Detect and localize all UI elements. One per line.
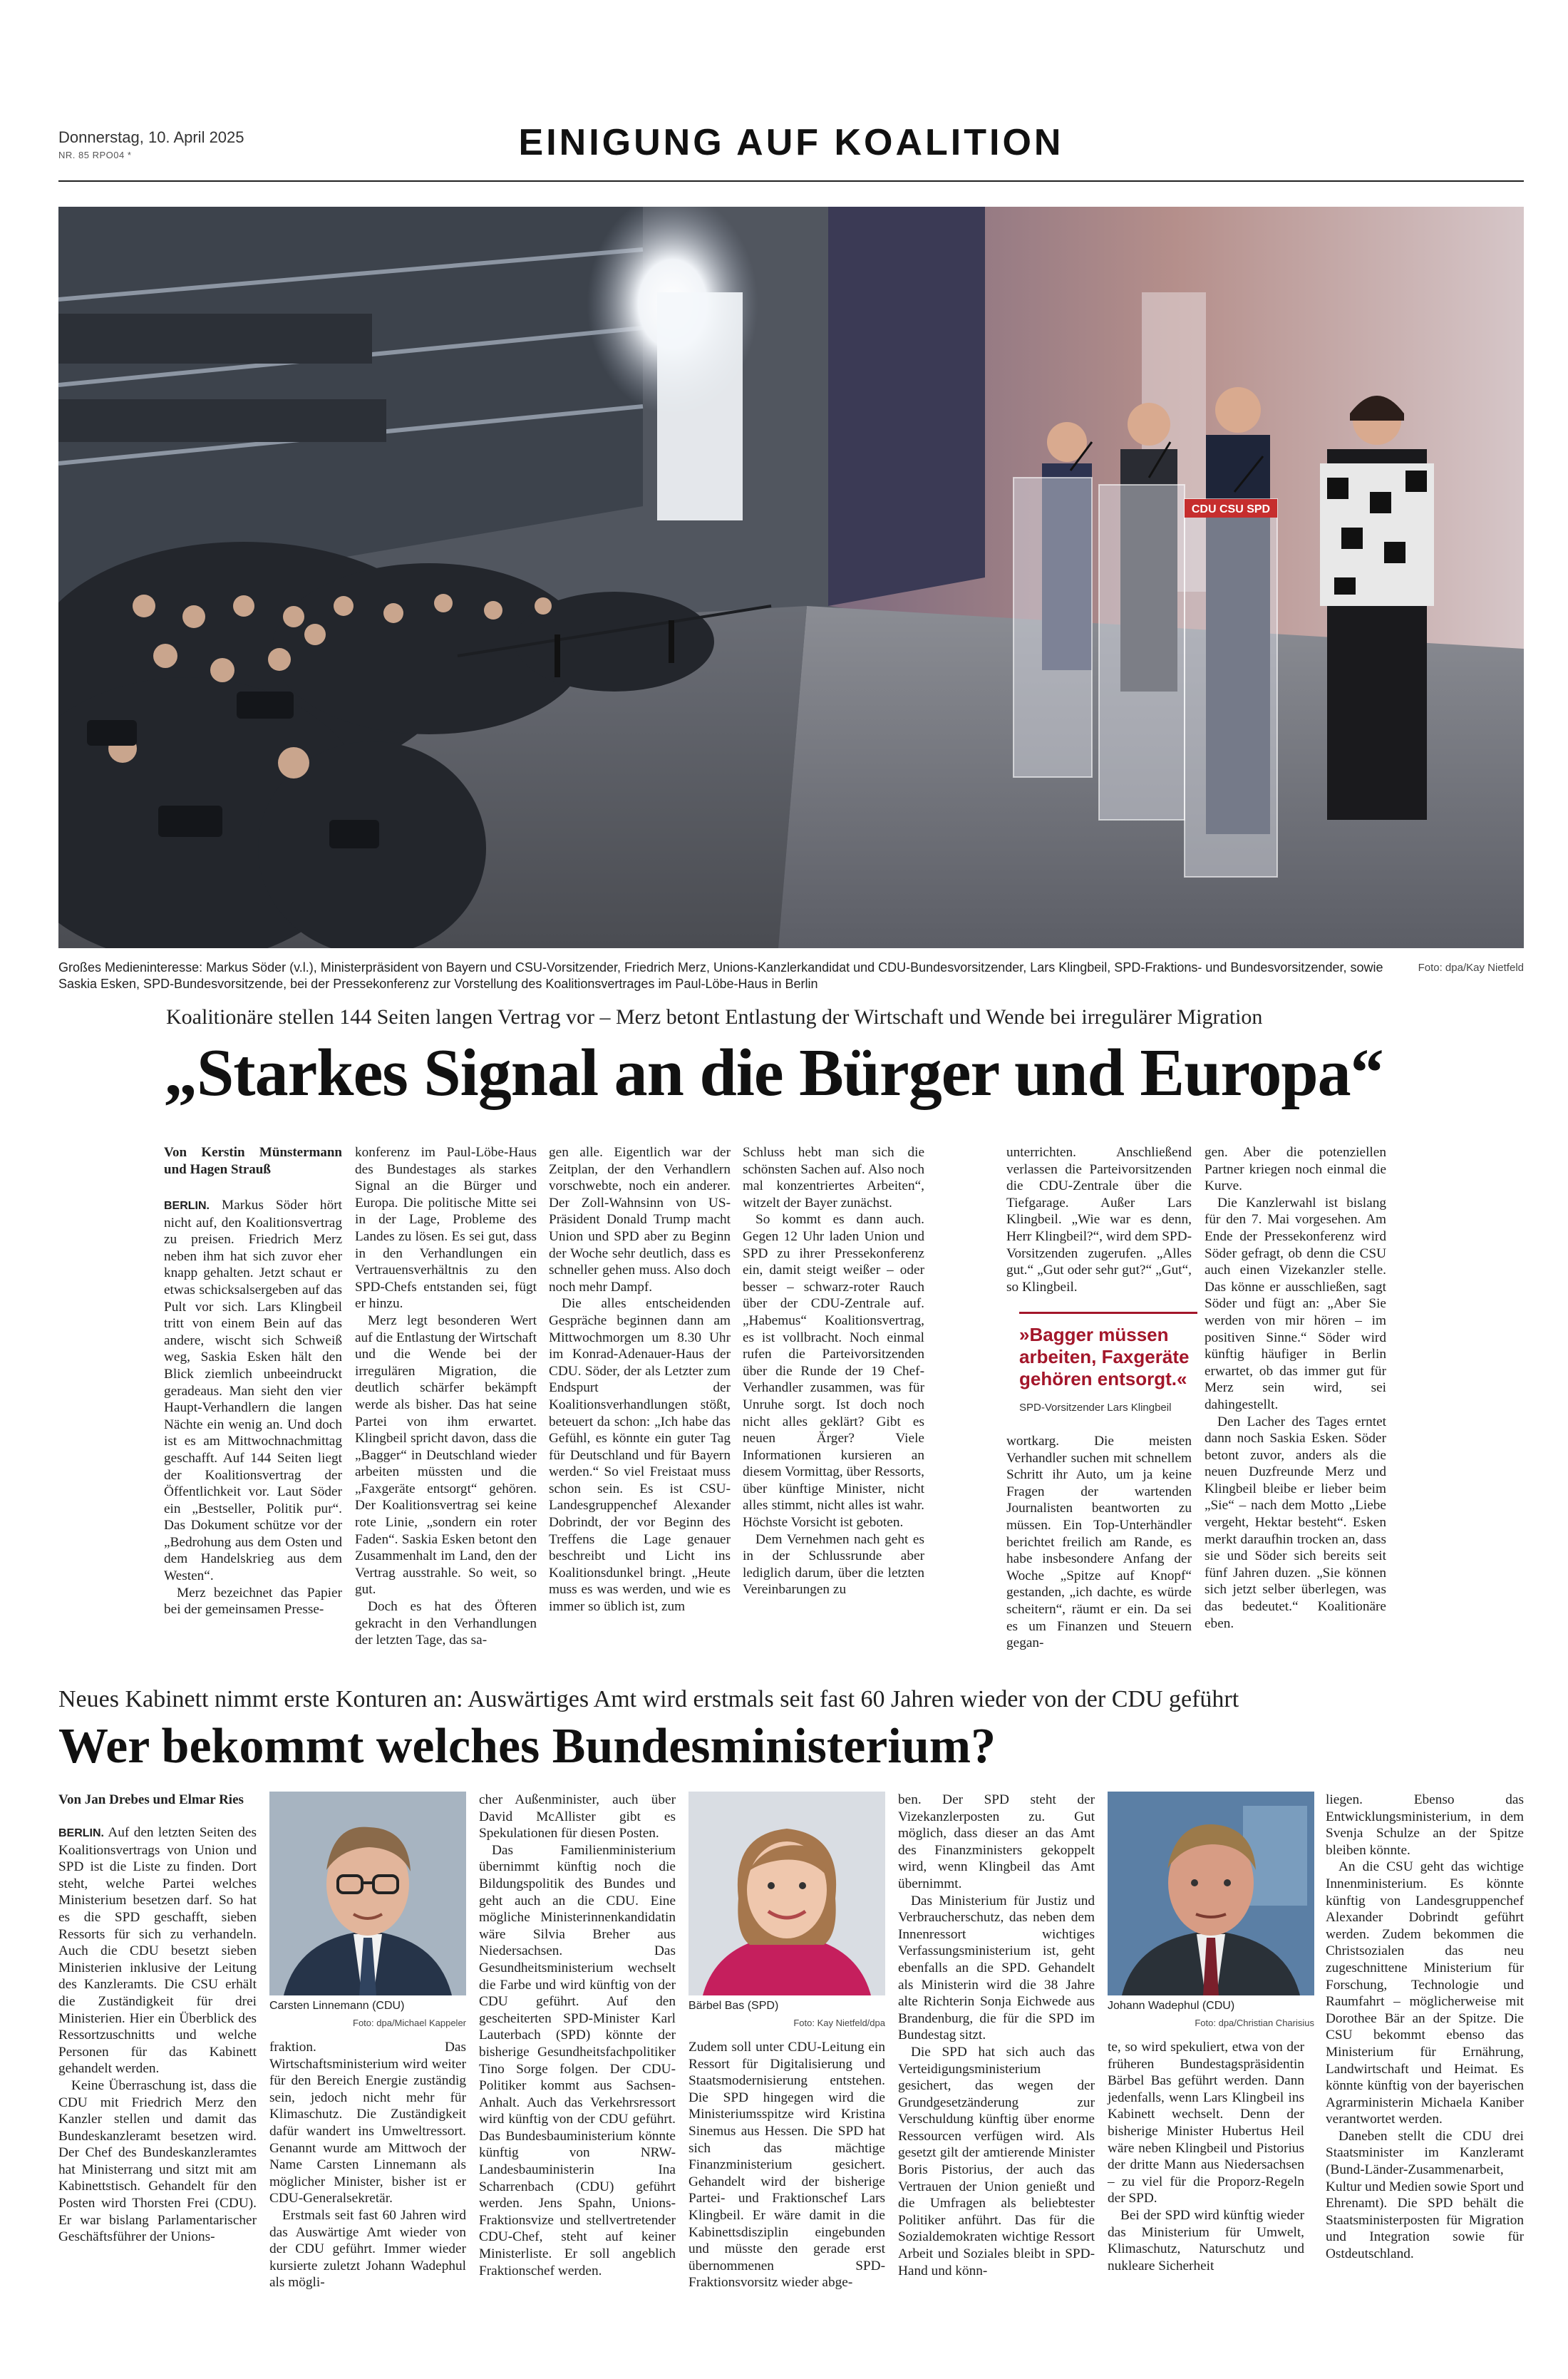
article2-column-3 bbox=[479, 1792, 676, 2279]
podium-label: CDU CSU SPD bbox=[1191, 503, 1271, 515]
article2-text: Zudem soll unter CDU-Leitung ein Ressort für Digitalisierung und Staatsmodernisierung entstehen. Die SPD hingegen wird die Ministeriumsspitze wird Kristina Sinemus aus Hessen. Die SPD hat sich das mächtige Finanzministerium gesichert. Gehandelt wird der bisherige Partei- und Fraktionschef Lars Klingbeil. Er wäre damit in die Kabinettsdisziplin eingebunden und müsste den gerade erst übernommenen SPD-Fraktionsvorsitz wieder abge- bbox=[688, 2040, 885, 2291]
article2-column-4 bbox=[688, 2039, 885, 2291]
article2-text: Bei der SPD wird künftig wieder das Ministerium für Umwelt, Klimaschutz, Naturschutz und nukleare Sicherheit bbox=[1108, 2207, 1304, 2273]
pull-quote bbox=[1019, 1312, 1197, 1414]
article2-headline: Wer bekommt welches Bundesministerium? bbox=[58, 1719, 996, 1774]
article2-dateline: BERLIN. bbox=[58, 1827, 104, 1839]
article1-text: Die Kanzlerwahl ist bislang für den 7. Mai vorgesehen. Am Ende der Pressekonferenz wird Söder gefragt, ob denn die CSU auch einen Vizekanzler stelle. Das könne er ausschließen, sagt Söder und fügt an: „Aber Sie werden von mir hören – im positiven Sinne.“ Söder wird künftig häufiger in Berlin erwartet, ob das immer gut für Merz sein wird, sei dahingestellt. bbox=[1205, 1195, 1386, 1412]
article2-kicker: Neues Kabinett nimmt erste Konturen an: Auswärtiges Amt wird erstmals seit fast 60 Jahren wieder von der CDU geführt bbox=[58, 1686, 1239, 1712]
portrait-credit-wadephul: Foto: dpa/Christian Charisius bbox=[1195, 2018, 1314, 2028]
article1-column-2 bbox=[355, 1144, 537, 1649]
article1-text: konferenz im Paul-Löbe-Haus des Bundestages als starkes Signal an die Bürger und Europa. Die politische Mitte sei in der Lage, Probleme des Landes zu lösen. Es sei gut, dass in den Verhandlungen ein Vertrauensverhältnis zu den SPD-Chefs entstanden sei, fügt er hinzu. bbox=[355, 1145, 537, 1312]
article2-text: ben. Der SPD steht der Vizekanzlerposten zu. Gut möglich, dass dieser an das Amt des Finanzministers gekoppelt wird, wenn Klingbeil das Amt übernimmt. bbox=[898, 1792, 1095, 1891]
article2-text: Daneben stellt die CDU drei Staatsminister im Kanzleramt (Bund-Länder-Zusammenarbeit, Kultur und Medien sowie Sport und Ehrenamt). Die SPD behält die Staatsministerposten für Migration und Integration sowie für Ostdeutschland. bbox=[1326, 2128, 1524, 2262]
portrait-credit-bas: Foto: Kay Nietfeld/dpa bbox=[793, 2018, 885, 2028]
photo-credit: Foto: dpa/Kay Nietfeld bbox=[1418, 962, 1524, 974]
portrait-caption-linnemann: Carsten Linnemann (CDU) bbox=[269, 2000, 405, 2012]
portrait-credit-linnemann: Foto: dpa/Michael Kappeler bbox=[353, 2018, 466, 2028]
article2-text: Erstmals seit fast 60 Jahren wird das Auswärtige Amt wieder von der CDU geführt. Immer wieder kursierte zuletzt Johann Wadephul als mögli- bbox=[269, 2207, 466, 2291]
article1-byline: Von Kerstin Münstermann und Hagen Strauß bbox=[164, 1145, 342, 1177]
article2-text: Keine Überraschung ist, dass die CDU mit Friedrich Merz den Kanzler stellen und damit das Bundeskanzleramt besetzen wird. Der Chef des Bundeskanzleramtes hat Ministerrang und sitzt mit am Kabinettstisch. Gehandelt für den Posten wird Thorsten Frei (CDU). Er war bislang Parlamentarischer Geschäftsführer der Unions- bbox=[58, 2077, 257, 2245]
portrait-wadephul bbox=[1108, 1792, 1314, 1995]
article2-column-5 bbox=[898, 1792, 1095, 2279]
article1-headline: „Starkes Signal an die Bürger und Europa“ bbox=[164, 1036, 1383, 1110]
article2-text: fraktion. Das Wirtschaftsministerium wird weiter für den Bereich Energie zuständig sein, jedoch nicht mehr für Klimaschutz. Die Zuständigkeit dafür wandert ins Umweltressort. Genannt wurde am Mittwoch der Name Carsten Linnemann als möglicher Minister, bisher ist er CDU-Generalsekretär. bbox=[269, 2040, 466, 2206]
article2-column-7 bbox=[1326, 1792, 1524, 2263]
article1-text: gen. Aber die potenziellen Partner kriegen noch einmal die Kurve. bbox=[1205, 1145, 1386, 1194]
section-title: EINIGUNG AUF KOALITION bbox=[518, 122, 1064, 163]
article1-text: wortkarg. Die meisten Verhandler suchen mit schnellem Schritt ihr Auto, um ja keine Fragen der wartenden Journalisten beantworten zu müssen. Ein Top-Unterhändler berichtet freilich am Rande, es habe insbesondere Anfang der Woche „Spitze auf Knopf“ gestanden, „ich dachte, es würde scheitern“, räumt er ein. Da sei es um Finanzen und Steuern gegan- bbox=[1006, 1434, 1192, 1651]
article1-column-4 bbox=[743, 1144, 924, 1598]
pull-quote-source: SPD-Vorsitzender Lars Klingbeil bbox=[1019, 1402, 1172, 1414]
article1-column-6 bbox=[1205, 1144, 1386, 1632]
article1-text: Markus Söder hört nicht auf, den Koalitionsvertrag zu preisen. Friedrich Merz neben ihm hat sich zuvor eher knapp gehalten. Jetzt schaut er etwas schicksalsergeben auf das Pult vor sich. Lars Klingbeil tritt von einem Bein auf das andere, wischt sich Schweiß weg, Saskia Esken hält den Blick ziemlich unbeeindruckt geradeaus. Man sieht den vier Haupt-Verhandlern die langen Nächte ein wenig an. Und doch ist es am Mittwochnachmittag geschafft. Auf 144 Seiten liegt der Koalitionsvertrag der Öffentlichkeit vor. Laut Söder ein „Bestseller, Politik pur“. Das Dokument schütze vor der „Bedrohung aus dem Osten und dem Handelskrieg aus dem Westen“. bbox=[164, 1198, 342, 1584]
article1-text: Doch es hat des Öfteren gekracht in den Verhandlungen der letzten Tage, das sa- bbox=[355, 1599, 537, 1648]
pull-quote-text: »Bagger müssen arbeiten, Faxgeräte gehören entsorgt.« bbox=[1019, 1324, 1190, 1389]
article2-text: An die CSU geht das wichtige Innenministerium. Es könnte künftig von Landesgruppenchef Alexander Dobrindt geführt werden. Zudem bekommen die Christsozialen das neu zugeschnittene Ministerium für Forschung, Technologie und Raumfahrt – möglicherweise mit Dorothee Bär an der Spitze. Die CSU bekommt ebenso das Ministerium für Ernährung, Landwirtschaft und Heimat. Es könnte künftig von der bayerischen Agrarministerin Michaela Kaniber verantwortet werden. bbox=[1326, 1859, 1524, 2127]
photo-caption-text: Großes Medieninteresse: Markus Söder (v.l.), Ministerpräsident von Bayern und CSU-Vorsitzender, Friedrich Merz, Unions-Kanzlerkandidat und CDU-Bundesvorsitzender, Lars Klingbeil, SPD-Fraktions- und Bundesvorsitzender, sowie Saskia Esken, SPD-Bundesvorsitzende, bei der Pressekonferenz zur Vorstellung des Koalitionsvertrages im Paul-Löbe-Haus in Berlin bbox=[58, 960, 1383, 991]
article2-column-1 bbox=[58, 1792, 257, 2246]
article1-text: Merz bezeichnet das Papier bei der gemeinsamen Presse- bbox=[164, 1585, 342, 1618]
article2-text: liegen. Ebenso das Entwicklungsministerium, in dem Svenja Schulze an der Spitze bleiben könnte. bbox=[1326, 1792, 1524, 1858]
article2-text: Auf den letzten Seiten des Koalitionsvertrags von Union und SPD ist die Liste zu finden. Dort steht, welche Partei welches Ministerium besetzen darf. So hat es die SPD geschafft, sieben Ressorts für sich zu verhandeln. Auch die CDU besetzt sieben Ministerien inklusive der Leitung des Kanzleramts. Die CSU erhält die Zuständigkeit für drei Ministerien. Hier ein Überblick des Ressortzuschnitts und welche Personen für das Kabinett gehandelt werden. bbox=[58, 1825, 257, 2077]
article2-byline: Von Jan Drebes und Elmar Ries bbox=[58, 1792, 244, 1807]
header-rule bbox=[58, 180, 1524, 182]
issue-date: Donnerstag, 10. April 2025 bbox=[58, 128, 244, 146]
portrait-caption-bas: Bärbel Bas (SPD) bbox=[688, 2000, 779, 2012]
article2-column-6 bbox=[1108, 2039, 1304, 2274]
article1-column-3 bbox=[549, 1144, 731, 1615]
article1-text: gen alle. Eigentlich war der Zeitplan, der den Verhandlern vorschwebte, noch ein anderer. Der Zoll-Wahnsinn von US-Präsident Donald Trump macht Union und SPD aber zu Beginn der Woche sehr deutlich, dass es schneller gehen muss. Also doch noch mehr Dampf. bbox=[549, 1145, 731, 1295]
article1-column-5b bbox=[1006, 1433, 1192, 1652]
portrait-bas bbox=[688, 1792, 885, 1995]
pull-quote-rule bbox=[1019, 1312, 1197, 1314]
article1-text: So kommt es dann auch. Gegen 12 Uhr laden Union und SPD zu ihrer Pressekonferenz ein, damit steigt weißer – oder besser – schwarz-roter Rauch über der CDU-Zentrale auf. „Habemus“ Koalitionsvertrag, es ist vollbracht. Noch einmal rufen die Parteivorsitzenden über die Runde der 19 Chef-Verhandler zusammen, was für Unruhe sorgt. Ist doch noch nicht alles geklärt? Gibt es neuen Ärger? Viele Informationen kursieren an diesem Vormittag, über Ressorts, über künftige Minister, nicht alles stimmt, nicht alles ist wahr. Höchste Vorsicht ist geboten. bbox=[743, 1212, 924, 1531]
article1-column-5 bbox=[1006, 1144, 1192, 1295]
article1-text: Dem Vernehmen nach geht es in der Schlussrunde aber lediglich darum, über die letzten Vereinbarungen zu bbox=[743, 1531, 924, 1598]
press-conference-photo bbox=[58, 207, 1524, 948]
article2-text: Das Familienministerium übernimmt künftig noch die Bildungspolitik des Bundes und geht auch an die CDU. Eine mögliche Ministerinnenkandidatin wäre Silvia Breher aus Niedersachsen. Das Gesundheitsministerium wechselt die Farbe und wird künftig von der CDU geführt. Auf den gescheiterten SPD-Minister Karl Lauterbach (SPD) könnte der bisherige Gesundheitsfachpolitiker Tino Sorge folgen. Der CDU-Politiker kommt aus Sachsen-Anhalt. Auch das Verkehrsressort wird künftig von der CDU geführt. Das Bundesbauministerium könnte künftig von NRW-Landesbauministerin Ina Scharrenbach (CDU) geführt werden. Jens Spahn, Unions-Fraktionsvize und stellvertretender CDU-Chef, steht auf keiner Ministerliste. Er soll angeblich Fraktionschef werden. bbox=[479, 1842, 676, 2278]
article1-text: Die alles entscheidenden Gespräche beginnen dann am Mittwochmorgen um 8.30 Uhr im Konrad-Adenauer-Haus der CDU. Söder, der als Letzter zum Endspurt der Koalitionsverhandlungen stößt, beteuert da schon: „Ich habe das Gefühl, es könnte ein guter Tag für Deutschland und für Bayern werden.“ So viel Freistaat muss schon sein. Es ist CSU-Landesgruppenchef Alexander Dobrindt, der vor Beginn des Treffens die Lage genauer beschreibt und Licht ins Koalitionsdunkel bringt. „Heute muss es was werden, und wie es immer so üblich ist, zum bbox=[549, 1296, 731, 1615]
article2-column-2 bbox=[269, 2039, 466, 2291]
article2-text: te, so wird spekuliert, etwa von der früheren Bundestagspräsidentin Bärbel Bas geführt werden. Dann jedenfalls, wenn Lars Klingbeil ins Kabinett wechselt. Denn der bisherige Minister Hubertus Heil wäre neben Klingbeil und Pistorius der dritte Mann aus Niedersachsen – zu viel für die Proporz-Regeln der SPD. bbox=[1108, 2040, 1304, 2206]
photo-caption bbox=[58, 960, 1524, 992]
article2-text: Das Ministerium für Justiz und Verbraucherschutz, das neben dem Innenressort wichtiges Verfassungsministerium ist, geht ebenfalls an die SPD. Gehandelt als Ministerin wird die 38 Jahre alte Richterin Sonja Eichwede aus Brandenburg, die für die SPD im Bundestag sitzt. bbox=[898, 1893, 1095, 2043]
article1-text: Schluss hebt man sich die schönsten Sachen auf. Also noch mal konzentriertes Arbeiten“, witzelt der Bayer zunächst. bbox=[743, 1145, 924, 1211]
portrait-linnemann bbox=[269, 1792, 466, 1995]
article2-text: Die SPD hat sich auch das Verteidigungsministerium gesichert, das wegen der Grundgesetzänderung zur Verschuldung künftig über enorme Ressourcen verfügen wird. Als gesetzt gilt der amtierende Minister Boris Pistorius, der auch das Vertrauen der Union genießt und die Umfragen als beliebtester Politiker anführt. Das für die Sozialdemokraten wichtige Ressort Arbeit und Soziales bleibt in SPD-Hand und könn- bbox=[898, 2044, 1095, 2278]
article1-column-1 bbox=[164, 1144, 342, 1618]
article1-text: Merz legt besonderen Wert auf die Entlastung der Wirtschaft und die Wende bei der irregulären Migration, die deutlich schärfer bekämpft werde als bisher. Das hat seine Partei von ihm erwartet. Klingbeil spricht davon, dass die „Bagger“ in Deutschland wieder arbeiten müssten und die „Faxgeräte entsorgt“ gehören. Der Koalitionsvertrag sei keine rote Linie, „sondern ein roter Faden“. Saskia Esken betont den Zusammenhalt im Land, den der Vertrag ausstrahle. So weit, so gut. bbox=[355, 1312, 537, 1598]
article1-text: Den Lacher des Tages erntet dann noch Saskia Esken. Söder betont zuvor, anders als die neuen Duzfreunde Merz und Klingbeil bleibe er lieber beim „Sie“ – nach dem Motto „Liebe vergeht, Hektar besteht“. Esken merkt daraufhin trocken an, dass sie und Söder sich bereits seit fünf Jahren duzen. „Sie können sich jetzt selber überlegen, was das bedeutet.“ Koalitionäre eben. bbox=[1205, 1414, 1386, 1631]
article1-kicker: Koalitionäre stellen 144 Seiten langen Vertrag vor – Merz betont Entlastung der Wirtschaft und Wende bei irregulärer Migration bbox=[166, 1005, 1263, 1029]
article1-text: unterrichten. Anschließend verlassen die Parteivorsitzenden die CDU-Zentrale über die Tiefgarage. Außer Lars Klingbeil. „Wie war es denn, Herr Klingbeil?“, wird dem SPD-Vorsitzenden zugerufen. „Alles gut.“ „Gut oder sehr gut?“ „Gut“, so Klingbeil. bbox=[1006, 1145, 1192, 1295]
issue-number: NR. 85 RPO04 * bbox=[58, 150, 132, 160]
article2-text: cher Außenminister, auch über David McAllister gibt es Spekulationen für diesen Posten. bbox=[479, 1792, 676, 1841]
portrait-caption-wadephul: Johann Wadephul (CDU) bbox=[1108, 2000, 1235, 2012]
article1-dateline: BERLIN. bbox=[164, 1200, 210, 1212]
